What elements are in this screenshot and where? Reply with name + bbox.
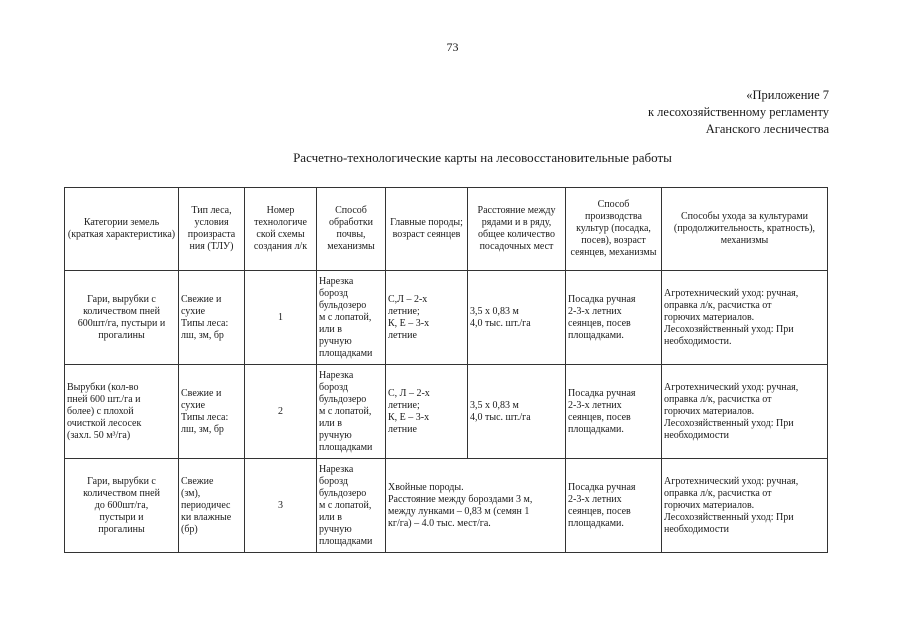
cell-soil xyxy=(317,365,386,459)
appendix-line-1: «Приложение 7 xyxy=(746,88,829,102)
cell-soil xyxy=(317,459,386,553)
cell-line: Типы леса: xyxy=(181,411,229,423)
cell-line: бульдозеро xyxy=(319,487,367,499)
cell-line: м с лопатой, xyxy=(319,311,372,323)
cell-line: ручную xyxy=(319,523,352,535)
cell-line: 3,5 х 0,83 м xyxy=(470,399,519,411)
cell-line: (захл. 50 м³/га) xyxy=(67,429,131,441)
cell-scheme: 1 xyxy=(245,271,317,365)
table-row xyxy=(65,365,828,459)
cell-line: лш, зм, бр xyxy=(181,329,224,341)
cell-line: до 600шт/га, xyxy=(94,499,149,511)
cell-line: горючих материалов. xyxy=(664,499,755,511)
cell-line: горючих материалов. xyxy=(664,405,755,417)
cell-line: сухие xyxy=(181,399,206,411)
cell-line: Лесохозяйственный уход: При xyxy=(664,323,794,335)
cell-category xyxy=(65,271,179,365)
cell-line: борозд xyxy=(319,287,348,299)
cell-line: летние; xyxy=(388,399,420,411)
header-cell-soil: Способ обработки почвы, механизмы xyxy=(317,188,386,271)
cell-soil xyxy=(317,271,386,365)
appendix-line-3: Аганского лесничества xyxy=(705,122,829,136)
cell-species xyxy=(386,365,468,459)
cell-line: 3,5 х 0,83 м xyxy=(470,305,519,317)
document-title: Расчетно-технологические карты на лесовосстановительные работы xyxy=(293,150,672,165)
cell-line: периодичес xyxy=(181,499,231,511)
cell-line: необходимости xyxy=(664,523,730,535)
cell-line: Хвойные породы. xyxy=(388,481,464,493)
cell-category xyxy=(65,365,179,459)
cell-line: 2-3-х летних xyxy=(568,399,622,411)
cell-line: прогалины xyxy=(98,523,145,535)
appendix-header xyxy=(648,87,829,138)
cell-line: Типы леса: xyxy=(181,317,229,329)
cell-method xyxy=(566,459,662,553)
cell-line: оправка л/к, расчистка от xyxy=(664,393,772,405)
cell-line: Посадка ручная xyxy=(568,293,636,305)
cell-scheme: 2 xyxy=(245,365,317,459)
page-number: 73 xyxy=(446,40,459,54)
cell-line: Гари, вырубки с xyxy=(87,475,156,487)
cell-line: сеянцев, посев xyxy=(568,505,631,517)
cell-line: ки влажные xyxy=(181,511,232,523)
cell-line: площадками xyxy=(319,441,373,453)
technology-cards-table xyxy=(64,187,828,553)
cell-line: оправка л/к, расчистка от xyxy=(664,299,772,311)
cell-line: Свежие и xyxy=(181,387,222,399)
cell-line: 600шт/га, пустыри и xyxy=(77,317,166,329)
cell-line: площадками. xyxy=(568,517,624,529)
cell-line: более) с плохой xyxy=(67,405,134,417)
cell-line: Агротехнический уход: ручная, xyxy=(664,475,799,487)
cell-line: 4,0 тыс. шт./га xyxy=(470,317,531,329)
cell-species xyxy=(386,271,468,365)
header-cell-method: Способ производства культур (посадка, посев), возраст сеянцев, механизмы xyxy=(566,188,662,271)
cell-forest-type xyxy=(179,459,245,553)
cell-line: Нарезка xyxy=(319,369,354,381)
cell-line: бульдозеро xyxy=(319,299,367,311)
cell-line: м с лопатой, xyxy=(319,499,372,511)
cell-line: необходимости xyxy=(664,429,730,441)
appendix-line-2: к лесохозяйственному регламенту xyxy=(647,105,829,119)
table-header-row xyxy=(65,188,828,271)
cell-line: Вырубки (кол-во xyxy=(67,381,139,393)
cell-line: необходимости. xyxy=(664,335,732,347)
cell-care xyxy=(662,271,828,365)
cell-line: площадками. xyxy=(568,423,624,435)
cell-spacing xyxy=(468,365,566,459)
cell-line: очисткой лесосек xyxy=(67,417,142,429)
cell-line: Нарезка xyxy=(319,275,354,287)
cell-line: Свежие и xyxy=(181,293,222,305)
cell-line: площадками xyxy=(319,535,373,547)
cell-line: сеянцев, посев xyxy=(568,411,631,423)
cell-line: С,Л – 2-х xyxy=(388,293,428,305)
cell-line: количеством пней xyxy=(83,487,160,499)
cell-line: 4,0 тыс. шт./га xyxy=(470,411,531,423)
header-cell-care: Способы ухода за культурами (продолжительность, кратность), механизмы xyxy=(662,188,828,271)
cell-line: летние xyxy=(388,329,417,341)
header-cell-scheme: Номер технологиче ской схемы создания л/к xyxy=(245,188,317,271)
cell-forest-type xyxy=(179,365,245,459)
cell-line: между лунками – 0,83 м (семян 1 xyxy=(388,505,530,517)
cell-line: Свежие xyxy=(181,475,214,487)
cell-line: Агротехнический уход: ручная, xyxy=(664,381,799,393)
cell-line: пустыри и xyxy=(99,511,144,523)
cell-line: количеством пней xyxy=(83,305,160,317)
cell-line: площадками xyxy=(319,347,373,359)
cell-line: (зм), xyxy=(181,487,201,499)
cell-line: прогалины xyxy=(98,329,145,341)
cell-line: пней 600 шт./га и xyxy=(67,393,141,405)
header-cell-category: Категории земель (краткая характеристика) xyxy=(65,188,179,271)
table-row xyxy=(65,459,828,553)
cell-line: лш, зм, бр xyxy=(181,423,224,435)
cell-line: Лесохозяйственный уход: При xyxy=(664,511,794,523)
cell-line: борозд xyxy=(319,381,348,393)
cell-line: площадками. xyxy=(568,329,624,341)
cell-method xyxy=(566,365,662,459)
header-cell-forest-type: Тип леса, условия произраста ния (ТЛУ) xyxy=(179,188,245,271)
cell-line: борозд xyxy=(319,475,348,487)
cell-line: 2-3-х летних xyxy=(568,305,622,317)
cell-method xyxy=(566,271,662,365)
cell-line: Нарезка xyxy=(319,463,354,475)
cell-line: ручную xyxy=(319,335,352,347)
cell-line: или в xyxy=(319,511,342,523)
cell-line: 2-3-х летних xyxy=(568,493,622,505)
cell-species-spacing xyxy=(386,459,566,553)
cell-line: горючих материалов. xyxy=(664,311,755,323)
cell-scheme: 3 xyxy=(245,459,317,553)
header-cell-species: Главные породы; возраст сеянцев xyxy=(386,188,468,271)
cell-line: м с лопатой, xyxy=(319,405,372,417)
cell-spacing xyxy=(468,271,566,365)
cell-line: летние xyxy=(388,423,417,435)
cell-line: ручную xyxy=(319,429,352,441)
cell-line: оправка л/к, расчистка от xyxy=(664,487,772,499)
cell-line: Расстояние между бороздами 3 м, xyxy=(388,493,533,505)
cell-line: К, Е – 3-х xyxy=(388,411,430,423)
table-row xyxy=(65,271,828,365)
cell-line: Посадка ручная xyxy=(568,481,636,493)
cell-line: Агротехнический уход: ручная, xyxy=(664,287,799,299)
cell-line: или в xyxy=(319,323,342,335)
cell-care xyxy=(662,459,828,553)
cell-category xyxy=(65,459,179,553)
cell-line: К, Е – 3-х xyxy=(388,317,430,329)
cell-line: Гари, вырубки с xyxy=(87,293,156,305)
cell-line: летние; xyxy=(388,305,420,317)
header-cell-spacing: Расстояние между рядами и в ряду, общее количество посадочных мест xyxy=(468,188,566,271)
cell-line: Лесохозяйственный уход: При xyxy=(664,417,794,429)
cell-forest-type xyxy=(179,271,245,365)
cell-care xyxy=(662,365,828,459)
cell-line: Посадка ручная xyxy=(568,387,636,399)
cell-line: С, Л – 2-х xyxy=(388,387,430,399)
cell-line: кг/га) – 4.0 тыс. мест/га. xyxy=(388,517,491,529)
cell-line: (бр) xyxy=(181,523,198,535)
cell-line: сеянцев, посев xyxy=(568,317,631,329)
cell-line: сухие xyxy=(181,305,206,317)
cell-line: бульдозеро xyxy=(319,393,367,405)
cell-line: или в xyxy=(319,417,342,429)
